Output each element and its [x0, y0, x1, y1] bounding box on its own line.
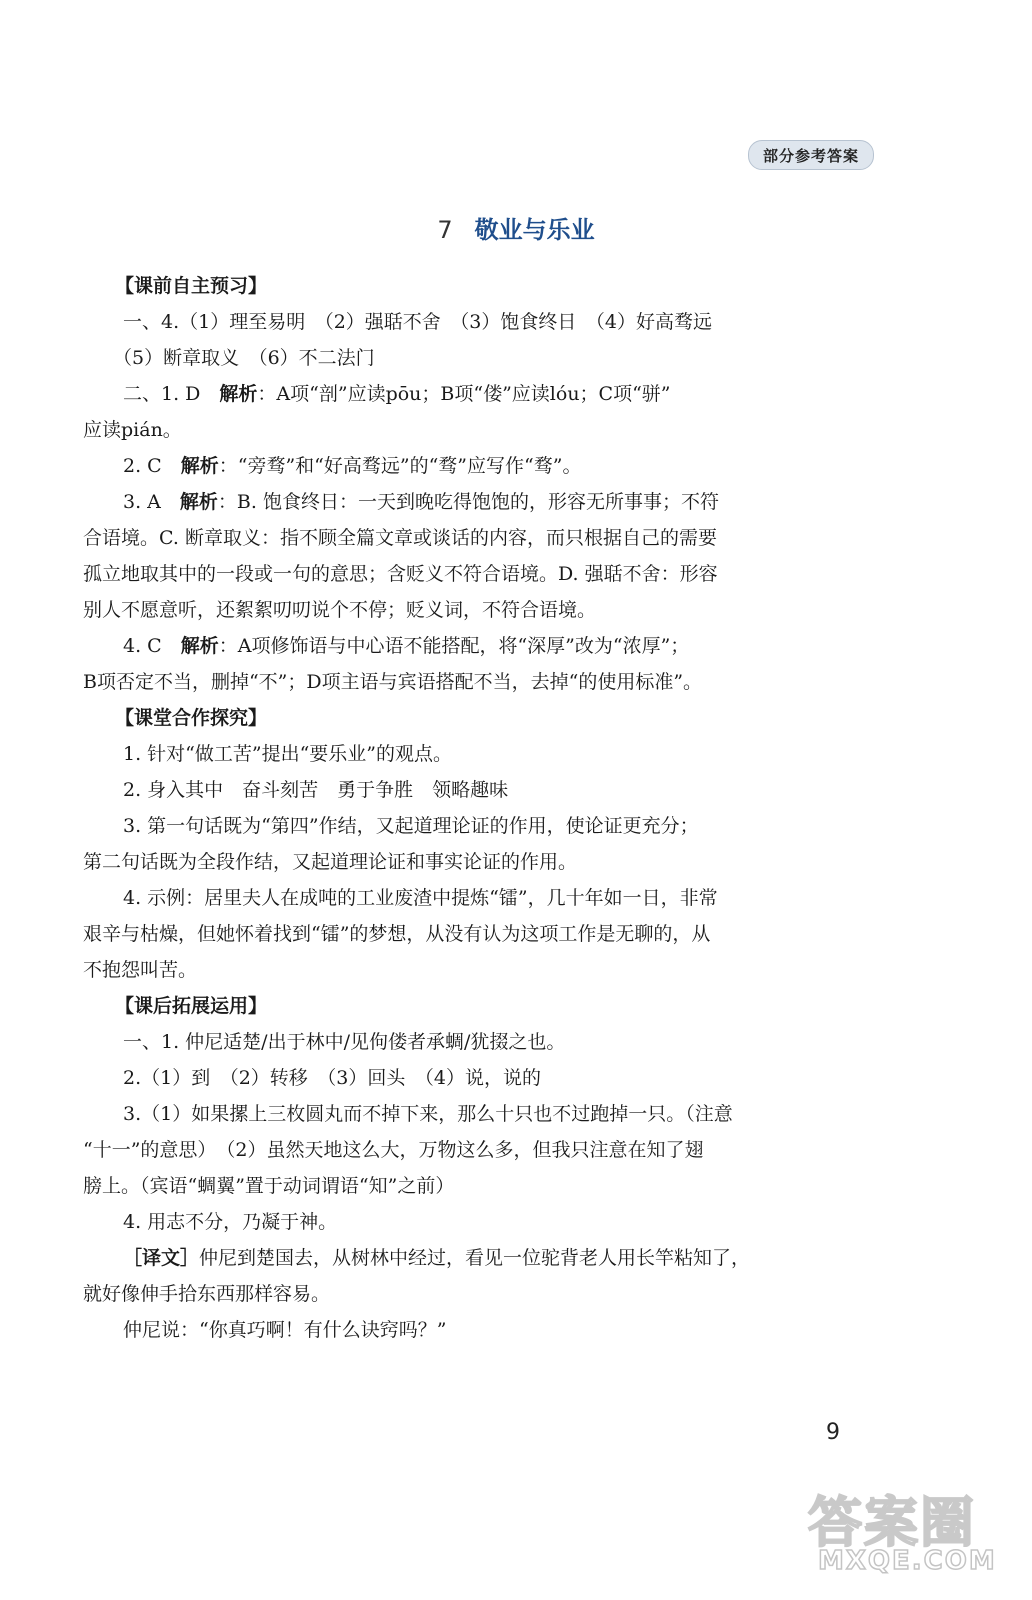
translation-label: ［译文］ [123, 1247, 200, 1269]
answer-text: ：B. 饱食终日：一天到晚吃得饱饱的，形容无所事事；不符 [217, 491, 719, 513]
analysis-keyword: 解析 [180, 455, 219, 477]
answer-line: 就好像伸手拾东西那样容易。 [83, 1283, 331, 1305]
answer-line: 膀上。（宾语“蜩翼”置于动词谓语“知”之前） [83, 1175, 455, 1197]
answer-line: 一、1. 仲尼适楚/出于林中/见佝偻者承蜩/犹掇之也。 [123, 1031, 566, 1053]
answer-line [83, 448, 873, 484]
answer-line [83, 484, 873, 520]
answer-text: 仲尼到楚国去，从树林中经过，看见一位驼背老人用长竿粘知了， [199, 1247, 751, 1269]
answer-label: 二、1. D [123, 383, 220, 405]
answer-line: 一、4.（1）理至易明 （2）强聒不舍 （3）饱食终日 （4）好高骛远 [123, 311, 712, 333]
answer-line: 合语境。C. 断章取义：指不顾全篇文章或谈话的内容，而只根据自己的需要 [83, 527, 717, 549]
answer-line: B项否定不当，删掉“不”；D项主语与宾语搭配不当，去掉“的使用标准”。 [83, 671, 703, 693]
analysis-keyword: 解析 [219, 383, 258, 405]
answer-label: 3. A [123, 491, 180, 513]
answer-text: ：A项“剖”应读pōu；B项“偻”应读lóu；C项“骈” [257, 383, 671, 405]
answer-label: 2. C [123, 455, 181, 477]
chapter-title [0, 210, 1032, 245]
answer-line: 应读pián。 [83, 419, 182, 441]
answer-line: （5）断章取义 （6）不二法门 [113, 347, 375, 369]
section-heading-preview: 【课前自主预习】 [115, 275, 268, 297]
answer-line: 4. 示例：居里夫人在成吨的工业废渣中提炼“镭”，几十年如一日，非常 [123, 887, 718, 909]
section-heading-classroom: 【课堂合作探究】 [115, 707, 268, 729]
page-number: 9 [826, 1420, 840, 1445]
answer-line: “十一”的意思） （2）虽然天地这么大，万物这么多，但我只注意在知了翅 [83, 1139, 704, 1161]
answer-text: ：“旁骛”和“好高骛远”的“骛”应写作“骛”。 [218, 455, 582, 477]
answer-line: 别人不愿意听，还絮絮叨叨说个不停；贬义词，不符合语境。 [83, 599, 597, 621]
analysis-keyword: 解析 [180, 635, 219, 657]
answer-line: 3.（1）如果摞上三枚圆丸而不掉下来，那么十只也不过跑掉一只。（注意 [123, 1103, 733, 1125]
answer-label: 4. C [123, 635, 181, 657]
answer-line [83, 1240, 873, 1276]
section-heading-after: 【课后拓展运用】 [115, 995, 268, 1017]
answer-text: ：A项修饰语与中心语不能搭配，将“深厚”改为“浓厚”； [218, 635, 690, 657]
answer-line: 2.（1）到 （2）转移 （3）回头 （4）说，说的 [123, 1067, 541, 1089]
answer-line: 孤立地取其中的一段或一句的意思；含贬义不符合语境。D. 强聒不舍：形容 [83, 563, 718, 585]
answer-line: 1. 针对“做工苦”提出“要乐业”的观点。 [123, 743, 453, 765]
answer-line: 4. 用志不分，乃凝于神。 [123, 1211, 338, 1233]
watermark-cn: 答案圈 [808, 1491, 976, 1554]
chapter-number: 7 [437, 216, 453, 244]
chapter-title-text: 敬业与乐业 [474, 216, 595, 244]
answer-line [83, 376, 873, 412]
answer-line: 仲尼说：“你真巧啊！有什么诀窍吗？” [123, 1319, 447, 1341]
analysis-keyword: 解析 [179, 491, 218, 513]
answer-line: 第二句话既为全段作结，又起道理论证和事实论证的作用。 [83, 851, 578, 873]
answer-line: 2. 身入其中 奋斗刻苦 勇于争胜 领略趣味 [123, 779, 509, 801]
answer-line [83, 628, 873, 664]
answer-key-badge: 部分参考答案 [748, 140, 874, 170]
watermark-en: MXQE.COM [818, 1546, 997, 1576]
answer-line: 艰辛与枯燥，但她怀着找到“镭”的梦想，从没有认为这项工作是无聊的，从 [83, 923, 711, 945]
answer-line: 3. 第一句话既为“第四”作结，又起道理论证的作用，使论证更充分； [123, 815, 699, 837]
watermark-logo [802, 1480, 1012, 1590]
answer-content [83, 268, 873, 1348]
answer-line: 不抱怨叫苦。 [83, 959, 198, 981]
